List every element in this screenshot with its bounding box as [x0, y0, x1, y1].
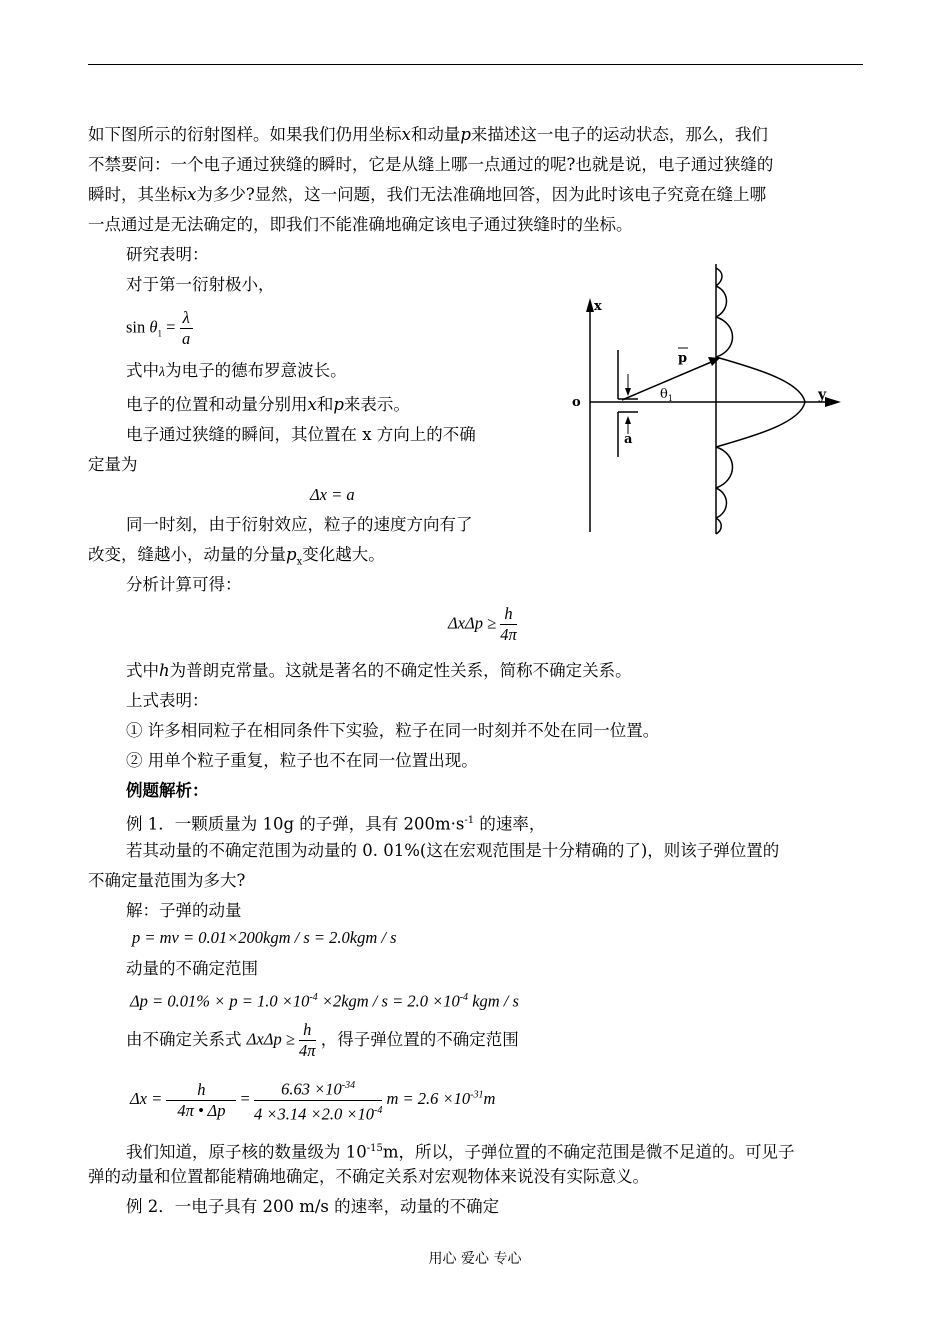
origin-label: o: [572, 395, 581, 410]
examples-heading: 例题解析：: [126, 781, 209, 800]
dp-formula: $\Delta p = 0.01\% \times p = 1.0 \times 10^{-4} \times 2kgm / s = 2.0 \times 10^{-4}$ kgm / s: [130, 991, 519, 1011]
dx-equals-a: Δx = a: [310, 485, 355, 504]
example-1-text-3: 不确定量范围为多大?: [88, 871, 246, 890]
conclusion-text-2: 弹的动量和位置都能精确地确定，不确定关系对宏观物体来说没有实际意义。: [88, 1167, 649, 1186]
lambda-text: 式中λ为电子的德布罗意波长。: [126, 361, 347, 380]
slit-marker-top-arrow: [625, 388, 631, 396]
dp-label: 动量的不确定范围: [126, 959, 258, 978]
conclusion-text: 我们知道，原子核的数量级为 $10^{-15}m$，所以，子弹位置的不确定范围是微不足道的。可见子: [126, 1142, 795, 1162]
y-axis-arrow: [825, 397, 841, 407]
slit-text: 电子通过狭缝的瞬间，其位置在 x 方向上的不确: [126, 425, 476, 444]
y-axis-label: y: [818, 387, 827, 403]
example-1-text: 例 1．一颗质量为 10g 的子弹，具有 $200m\cdot s^{-1}$ 的速率，: [126, 814, 546, 834]
research-text: 研究表明：: [126, 245, 209, 264]
lower-edge-maximum: [716, 518, 721, 534]
same-moment-text: 同一时刻，由于衍射效应，粒子的速度方向有了: [126, 515, 473, 534]
above-text: 上式表明：: [126, 691, 209, 710]
example-2-text: 例 2．一电子具有 200 m/s 的速率，动量的不确定: [126, 1197, 500, 1216]
planck-text: 式中h为普朗克常量。这就是著名的不确定性关系，简称不确定关系。: [126, 661, 632, 680]
paragraph-line: 一点通过是无法确定的，即我们不能准确地确定该电子通过狭缝时的坐标。: [88, 215, 633, 234]
theta-label: $\theta_1$: [660, 387, 673, 403]
uncertainty-formula: ΔxΔp ≥ $\frac{h}{4\pi}$: [448, 604, 517, 644]
list-item: ② 用单个粒子重复，粒子也不在同一位置出现。: [126, 751, 478, 770]
list-item: ① 许多相同粒子在相同条件下实验，粒子在同一时刻并不处在同一位置。: [126, 721, 660, 740]
momentum-formula: p = mv = 0.01×200kgm / s = 2.0kgm / s: [132, 928, 397, 947]
calc-text: 分析计算可得：: [126, 575, 242, 594]
upper-secondary-maximum: [716, 317, 733, 357]
paragraph-line: 瞬时，其坐标x为多少?显然，这一问题，我们无法准确地回答，因为此时该电子究竟在缝上哪: [88, 185, 767, 204]
header-rule: [88, 64, 863, 65]
lower-secondary-maximum: [716, 447, 733, 488]
diffraction-figure: [560, 262, 850, 537]
relation-text: 由不确定关系式 ΔxΔp ≥ $\frac{h}{4\pi}$ ，得子弹位置的不确定范围: [126, 1020, 519, 1060]
slit-text-2: 定量为: [88, 455, 138, 474]
footer-text: 用心 爱心 专心: [428, 1251, 522, 1267]
dx-result-formula: Δx = $\frac{h}{4\pi • \Delta p}$ = $\frac{6.63 \times 10^{-34}}{4 \times 3.14 \times 2.0 \times 10^{-4}}$ $m = 2.6 \times 10^{-31}m$: [130, 1076, 495, 1124]
solution-text: 解：子弹的动量: [126, 901, 242, 920]
upper-edge-maximum: [716, 268, 722, 286]
x-axis-label: x: [594, 299, 602, 314]
xp-text: 电子的位置和动量分别用x和p来表示。: [126, 395, 410, 414]
sin-theta-formula: $\sin \theta_1$ = $\frac{\lambda}{a}$: [126, 308, 193, 349]
same-moment-text-2: 改变，缝越小，动量的分量$p_x$变化越大。: [88, 545, 385, 568]
example-1-text-2: 若其动量的不确定范围为动量的 0. 01%(这在宏观范围是十分精确的了)，则该子弹位置的: [126, 841, 780, 860]
momentum-label: p: [678, 351, 688, 366]
slit-marker-bottom-arrow: [625, 416, 631, 424]
paragraph-line: 如下图所示的衍射图样。如果我们仍用坐标x和动量p来描述这一电子的运动状态，那么，我们: [88, 125, 768, 144]
x-axis-arrow: [586, 298, 594, 312]
paragraph-line: 不禁要问：一个电子通过狭缝的瞬时，它是从缝上哪一点通过的呢?也就是说，电子通过狭缝的: [88, 155, 774, 174]
first-minimum-text: 对于第一衍射极小，: [126, 275, 275, 294]
upper-tertiary-maximum: [716, 286, 727, 317]
slit-label: a: [624, 432, 633, 447]
lower-tertiary-maximum: [716, 488, 727, 518]
